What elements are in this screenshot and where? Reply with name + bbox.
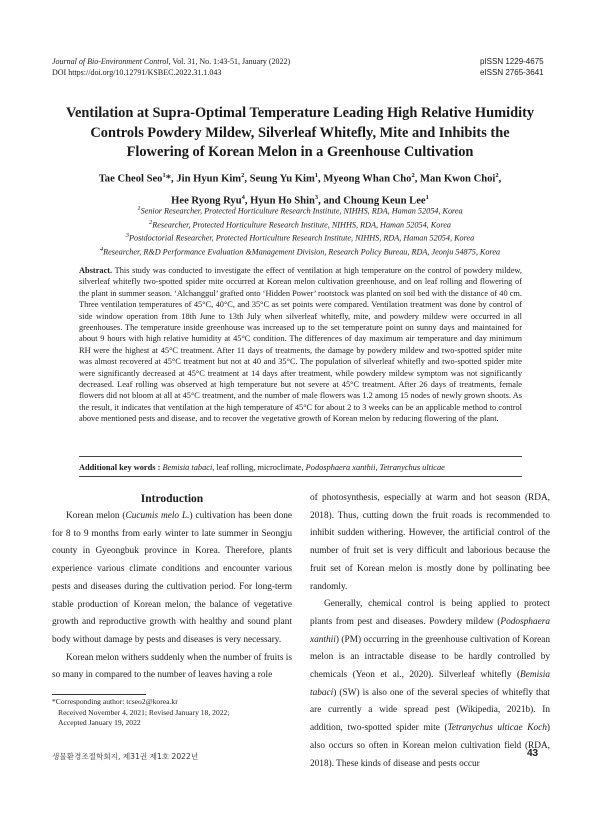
- doi-link[interactable]: DOI https://doi.org/10.12791/KSBEC.2022.31.1.043: [52, 68, 222, 77]
- left-column: [52, 490, 292, 685]
- issn-block: [480, 56, 544, 78]
- affiliation-text: Senior Researcher, Protected Horticulture Research Institute, NIHHS, RDA, Haman 52054, Korea: [140, 206, 463, 216]
- text-run: Korean melon (: [66, 511, 126, 521]
- italic-text: Podosphaera xanthii: [305, 463, 376, 472]
- author-name: Jin Hyun Kim: [176, 173, 242, 185]
- abstract-label: Abstract.: [79, 266, 113, 275]
- author-name: Hyun Ho Shin: [250, 195, 315, 207]
- author-sep: ,: [244, 173, 250, 185]
- text-run: Korean melon withers suddenly when the number of fruits is so many in compared to the number of leaves having a role: [52, 652, 292, 681]
- affiliation-number: 2: [149, 218, 153, 226]
- affiliation-number: 3: [125, 232, 129, 240]
- article-title: Ventilation at Supra-Optimal Temperature Leading High Relative Humidity Controls Powdery Mildew, Silverleaf Whitefly, Mite and Inhibits the Flowering of Korean Melon in a Greenhouse Cultivation: [65, 105, 535, 160]
- eissn: eISSN 2765-3641: [480, 68, 544, 77]
- italic-text: Bemisia tabaci: [310, 670, 550, 698]
- paragraph: [52, 508, 292, 650]
- italic-text: Tetranychus ulticae: [379, 463, 445, 472]
- corresponding-author: *Corresponding author: tcseo2@korea.kr: [52, 697, 178, 706]
- right-column: [310, 490, 550, 773]
- journal-line: [52, 56, 290, 67]
- keywords-label: Additional key words :: [79, 463, 161, 472]
- keywords: [79, 462, 522, 473]
- abstract-text: This study was conducted to investigate the effect of ventilation at high temperature on the control of powdery mildew, silverleaf whitefly two-spotted spider mite occurred at Korean melon cultivation greenhouse, and on leaf rolling and flowering of the plant in summer season. ‘Alchanggul’ grafted onto ‘Hidden Power’ rootstock was planted on soil bed with the distance of 40 cm. Three ventilation temperatures of 45°C, 40°C, and 35°C as set points were compared. Ventilation treatment was done by control of side window operation from 18th June to 13th July when silverleaf whitefly, mite, and powdery mildew were occurred in all greenhouses. The temperature inside greenhouse was increased up to the set temperature point on sunny days and maintained for about 9 hours with high relative humidity at 45°C condition. The differences of day maximum air temperature and day minimum RH were the highest at 45°C treatment. After 11 days of treatments, the damage by powdery mildew and two-spotted spider mite was almost recovered at 45°C treatment but not at 40 and 35°C. The population of silverleaf whitefly and two-spotted spider mite were significantly decreased at 45°C treatment at 14 days after treatment, while powdery mildew symptom was not significantly decreased. Leaf rolling was observed at high temperature but not severe at 45°C treatment. After 26 days of treatments, female flowers did not bloom at all at 45°C treatment, and the number of male flowers was 1.2 among 15 nodes of newly grown shoots. As the result, it indicates that ventilation at the high temperature of 45°C for about 2 to 3 weeks can be an applicable method to control above mentioned pests and disease, and to recover the vegetative growth of Korean melon by reducing flowering of the plant.: [79, 266, 523, 424]
- italic-text: Podosphaera xanthii: [310, 616, 550, 645]
- text-run: ) also occurs so often in Korean melon cultivation field (RDA, 2018). These kinds of disease and pests occur: [310, 723, 550, 769]
- author-line-1: [60, 167, 540, 189]
- journal-volume: , Vol. 31, No. 1:43-51, January (2022): [168, 57, 291, 66]
- journal-citation: [52, 56, 290, 78]
- author-affil-sup: 1: [162, 172, 166, 179]
- text-run: ,: [375, 463, 380, 472]
- received-dates: Received November 4, 2021; Revised January 18, 2022;: [58, 707, 230, 717]
- author-sep: ,: [498, 173, 502, 185]
- footnotes: [52, 697, 292, 729]
- author-name: Myeong Whan Cho: [323, 173, 412, 185]
- author-name: Tae Cheol Seo: [98, 173, 163, 185]
- author-sep: ,: [244, 195, 251, 207]
- abstract: [79, 265, 522, 425]
- author-name: Hee Ryong Ryu: [171, 195, 242, 207]
- author-affil-sup: 4: [241, 193, 245, 201]
- text-run: Generally, chemical control is being applied to protect plants from pest and diseases. Powdery mildew (: [310, 599, 550, 627]
- italic-text: Cucumis melo L.: [125, 511, 190, 521]
- affiliation-item: [60, 218, 540, 232]
- affiliation-item: [60, 204, 540, 218]
- affiliation-number: 1: [137, 205, 141, 212]
- affiliation-text: Researcher, Protected Horticulture Research Institute, NIHHS, RDA, Haman 52054, Korea: [152, 220, 451, 230]
- paragraph: [310, 596, 550, 773]
- author-name: Choung Keun Lee: [343, 195, 426, 207]
- keywords-list: [162, 463, 444, 472]
- affiliation-item: [60, 231, 540, 245]
- affiliation-number: 4: [99, 245, 104, 253]
- page-number: 43: [527, 748, 539, 759]
- author-name: Seung Yu Kim: [249, 173, 315, 185]
- text-run: of photosynthesis, especially at warm and hot season (RDA, 2018). Thus, cutting down the fruit roads is recommended to inhibit sudden withering. However, the artificial control of the number of fruit set is very difficult and laborious because the fruit set of Korean melon is mostly done by pollinating bee randomly.: [310, 493, 550, 592]
- divider: [79, 456, 522, 457]
- footnote-rule: [52, 694, 146, 695]
- author-affil-sup: 1: [425, 193, 429, 201]
- affiliation-text: Postdoctorial Researcher, Protected Horticulture Research Institute, NIHHS, RDA, Haman 52054, Korea: [128, 233, 475, 243]
- affiliation-text: Researcher, R&D Performance Evaluation &Management Division, Research Policy Bureau, RDA, Jeonju 54875, Korea: [103, 247, 501, 257]
- footer-journal: 생물환경조절학회지, 제31권 제1호 2022년: [52, 752, 199, 761]
- text-run: ) (SW) is also one of the several species of whitefly that are currently a wide spread pest (Wikipedia, 2021b). In addition, two-spotted spider mite (: [310, 687, 550, 734]
- corresponding-mark: *: [165, 173, 172, 185]
- author-affil-sup: 2: [241, 172, 245, 179]
- text-run: , leaf rolling, microclimate,: [212, 463, 306, 472]
- author-affil-sup: 3: [314, 193, 319, 201]
- text-run: ) (PM) occurring in the greenhouse cultivation of Korean melon is an intractable disease to be hardly controlled by chemicals (Yeon et al., 2020). Silverleaf whitefly (: [310, 634, 550, 681]
- author-sep: ,: [318, 173, 324, 185]
- text-run: ) cultivation has been done for 8 to 9 months from early winter to late summer in Seongju county in Gyeongbuk province in Korea. Therefore, plants experience various climate conditions and encounter various pests and diseases during the cultivation period. For long-term stable production of Korean melon, the balance of vegetative growth and reproductive growth with healthy and sound plant body without damage by pests and diseases is very necessary.: [52, 511, 292, 645]
- paragraph: [310, 490, 550, 596]
- author-affil-sup: 1: [314, 172, 319, 179]
- journal-name: Journal of Bio-Environment Control: [52, 57, 169, 66]
- author-affil-sup: 2: [411, 172, 415, 179]
- paragraph: [52, 650, 292, 685]
- italic-text: Tetranychus ulticae Koch: [447, 723, 547, 734]
- pissn: pISSN 1229-4675: [480, 57, 544, 66]
- author-name: Man Kwon Choi: [420, 173, 496, 185]
- author-sep: ,: [414, 173, 420, 185]
- affiliation-list: [60, 204, 540, 258]
- author-sep: , and: [318, 195, 344, 207]
- accepted-date: Accepted January 19, 2022: [58, 718, 141, 727]
- author-affil-sup: 2: [495, 172, 499, 179]
- author-sep: ,: [171, 173, 177, 185]
- affiliation-item: [60, 245, 540, 259]
- divider: [79, 476, 522, 477]
- section-heading: Introduction: [140, 493, 204, 505]
- italic-text: Bemisia tabaci: [162, 463, 213, 472]
